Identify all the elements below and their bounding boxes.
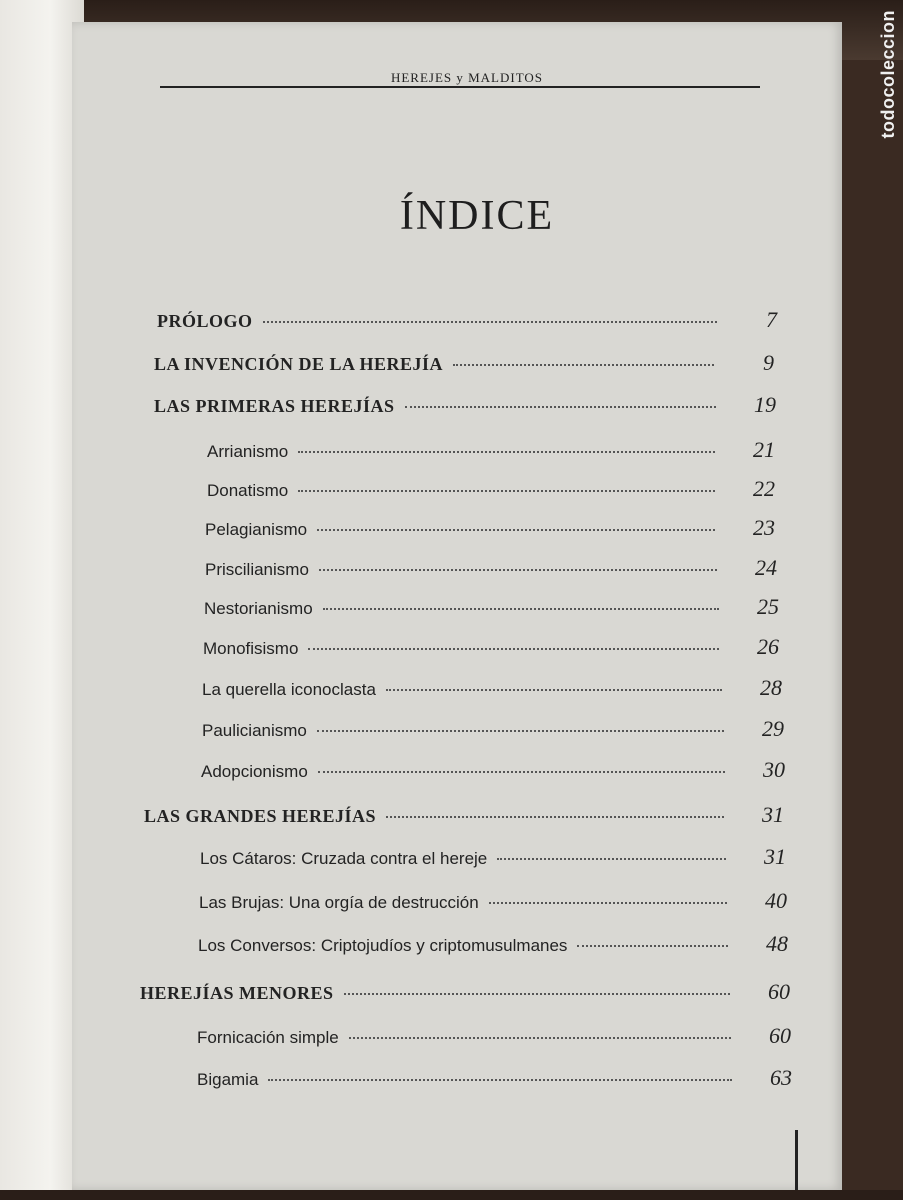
watermark-logo: todocoleccion bbox=[878, 10, 898, 139]
page-edge-mark bbox=[795, 1130, 798, 1190]
toc-entry-priscilianismo bbox=[205, 555, 777, 581]
toc-page-number: 60 bbox=[769, 1023, 791, 1048]
toc-label: Nestorianismo bbox=[204, 599, 313, 618]
header-rule bbox=[160, 86, 760, 88]
toc-label: LAS GRANDES HEREJÍAS bbox=[144, 806, 377, 826]
toc-label: Arrianismo bbox=[207, 442, 289, 461]
toc-label: PRÓLOGO bbox=[157, 311, 253, 331]
toc-label: Los Cátaros: Cruzada contra el hereje bbox=[200, 849, 488, 868]
toc-page-number: 31 bbox=[762, 802, 784, 827]
toc-entry-herejias-menores bbox=[140, 979, 790, 1005]
toc-entry-bigamia bbox=[197, 1065, 792, 1091]
toc-leader-dots bbox=[386, 689, 722, 691]
toc-leader-dots bbox=[319, 569, 717, 571]
toc-page-number: 25 bbox=[757, 594, 779, 619]
toc-page-number: 26 bbox=[757, 634, 779, 659]
toc-label: LA INVENCIÓN DE LA HEREJÍA bbox=[154, 354, 444, 374]
toc-entry-adopcionismo bbox=[201, 757, 785, 783]
toc-leader-dots bbox=[298, 451, 715, 453]
toc-page-number: 29 bbox=[762, 716, 784, 741]
toc-label: LAS PRIMERAS HEREJÍAS bbox=[154, 396, 395, 416]
toc-label: Monofisismo bbox=[203, 639, 299, 658]
toc-label: Adopcionismo bbox=[201, 762, 308, 781]
toc-label: Bigamia bbox=[197, 1070, 259, 1089]
running-header: HEREJES y MALDITOS bbox=[390, 70, 544, 85]
toc-entry-querella-iconoclasta bbox=[202, 675, 782, 701]
toc-page-number: 48 bbox=[766, 931, 788, 956]
toc-leader-dots bbox=[268, 1079, 732, 1081]
book-page bbox=[72, 22, 842, 1190]
toc-page-number: 22 bbox=[753, 476, 775, 501]
toc-label: La querella iconoclasta bbox=[202, 680, 376, 699]
toc-leader-dots bbox=[489, 902, 727, 904]
toc-leader-dots bbox=[298, 490, 715, 492]
page-title: ÍNDICE bbox=[399, 193, 555, 239]
toc-page-number: 28 bbox=[760, 675, 782, 700]
toc-entry-arrianismo bbox=[207, 437, 775, 463]
toc-label: Los Conversos: Criptojudíos y criptomusulmanes bbox=[198, 936, 568, 955]
toc-leader-dots bbox=[497, 858, 726, 860]
toc-page-number: 23 bbox=[753, 515, 775, 540]
toc-page-number: 7 bbox=[766, 307, 777, 332]
toc-leader-dots bbox=[323, 608, 719, 610]
toc-leader-dots bbox=[317, 730, 724, 732]
toc-entry-pelagianismo bbox=[205, 515, 775, 541]
toc-leader-dots bbox=[349, 1037, 731, 1039]
toc-entry-donatismo bbox=[207, 476, 775, 502]
toc-page-number: 21 bbox=[753, 437, 775, 462]
toc-leader-dots bbox=[453, 364, 714, 366]
toc-label: Fornicación simple bbox=[197, 1028, 339, 1047]
toc-label: Pelagianismo bbox=[205, 520, 308, 539]
toc-entry-primeras-herejias bbox=[154, 392, 776, 418]
toc-leader-dots bbox=[386, 816, 724, 818]
toc-leader-dots bbox=[317, 529, 715, 531]
toc-page-number: 24 bbox=[755, 555, 777, 580]
toc-label: Las Brujas: Una orgía de destrucción bbox=[199, 893, 479, 912]
toc-entry-conversos bbox=[198, 931, 788, 957]
toc-entry-grandes-herejias bbox=[144, 802, 784, 828]
toc-leader-dots bbox=[577, 945, 728, 947]
toc-label: Donatismo bbox=[207, 481, 289, 500]
toc-leader-dots bbox=[405, 406, 716, 408]
toc-page-number: 30 bbox=[763, 757, 785, 782]
toc-entry-brujas bbox=[199, 888, 787, 914]
toc-page-number: 60 bbox=[768, 979, 790, 1004]
toc-leader-dots bbox=[318, 771, 725, 773]
toc-entry-nestorianismo bbox=[204, 594, 779, 620]
toc-leader-dots bbox=[344, 993, 730, 995]
toc-page-number: 63 bbox=[770, 1065, 792, 1090]
toc-entry-invencion bbox=[154, 350, 774, 376]
toc-label: Priscilianismo bbox=[205, 560, 309, 579]
toc-entry-fornicacion-simple bbox=[197, 1023, 791, 1049]
toc-entry-prologo bbox=[157, 307, 777, 333]
toc-leader-dots bbox=[263, 321, 717, 323]
background-bottom bbox=[0, 1190, 903, 1200]
toc-page-number: 40 bbox=[765, 888, 787, 913]
toc-entry-monofisismo bbox=[203, 634, 779, 660]
toc-label: HEREJÍAS MENORES bbox=[140, 983, 334, 1003]
toc-entry-paulicianismo bbox=[202, 716, 784, 742]
toc-label: Paulicianismo bbox=[202, 721, 307, 740]
toc-leader-dots bbox=[308, 648, 719, 650]
toc-entry-cataros bbox=[200, 844, 786, 870]
toc-page-number: 19 bbox=[754, 392, 776, 417]
toc-page-number: 31 bbox=[764, 844, 786, 869]
toc-page-number: 9 bbox=[763, 350, 774, 375]
